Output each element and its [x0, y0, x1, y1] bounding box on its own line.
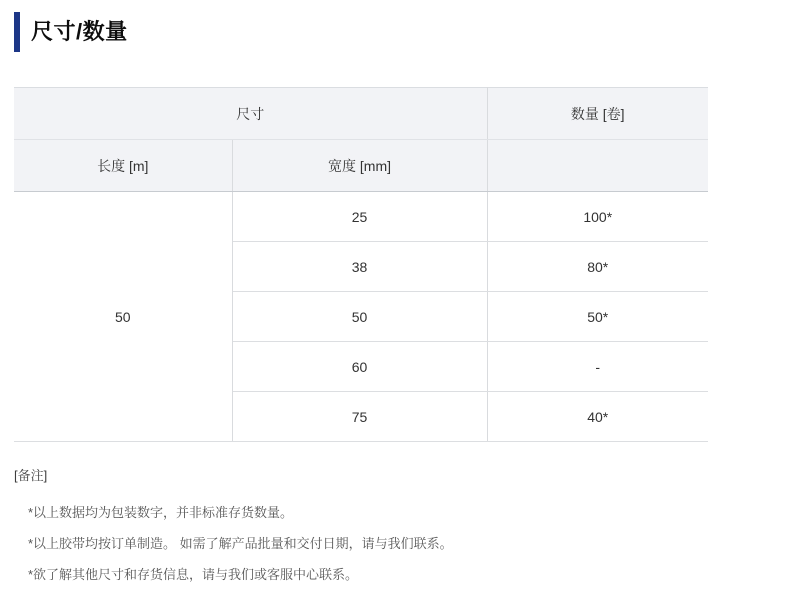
section-header — [14, 12, 128, 52]
table-header-row-size — [14, 88, 708, 140]
width-cell: 50 — [232, 292, 487, 342]
notes-section — [14, 468, 794, 582]
note-item: *欲了解其他尺寸和存货信息，请与我们或客服中心联系。 — [28, 567, 359, 582]
note-item: *以上胶带均按订单制造。 如需了解产品批量和交付日期，请与我们联系。 — [28, 536, 453, 551]
header-length: 长度 [m] — [14, 140, 232, 192]
header-size-group: 尺寸 — [14, 88, 487, 140]
title-accent-bar — [14, 12, 20, 52]
width-cell: 60 — [232, 342, 487, 392]
quantity-cell: 80* — [487, 242, 708, 292]
width-cell: 75 — [232, 392, 487, 442]
width-cell: 25 — [232, 192, 487, 242]
header-width: 宽度 [mm] — [232, 140, 487, 192]
notes-title: [备注] — [14, 468, 48, 483]
quantity-cell: 100* — [487, 192, 708, 242]
note-item: *以上数据均为包装数字，并非标准存货数量。 — [28, 505, 294, 520]
quantity-cell: 40* — [487, 392, 708, 442]
table-row — [14, 192, 708, 242]
header-empty-cell — [487, 140, 708, 192]
table-header-row-sub — [14, 140, 708, 192]
quantity-cell: - — [487, 342, 708, 392]
size-quantity-table — [14, 87, 708, 442]
quantity-cell: 50* — [487, 292, 708, 342]
width-cell: 38 — [232, 242, 487, 292]
page-title: 尺寸/数量 — [31, 19, 128, 44]
length-value-cell: 50 — [14, 192, 232, 442]
header-quantity: 数量 [卷] — [487, 88, 708, 140]
